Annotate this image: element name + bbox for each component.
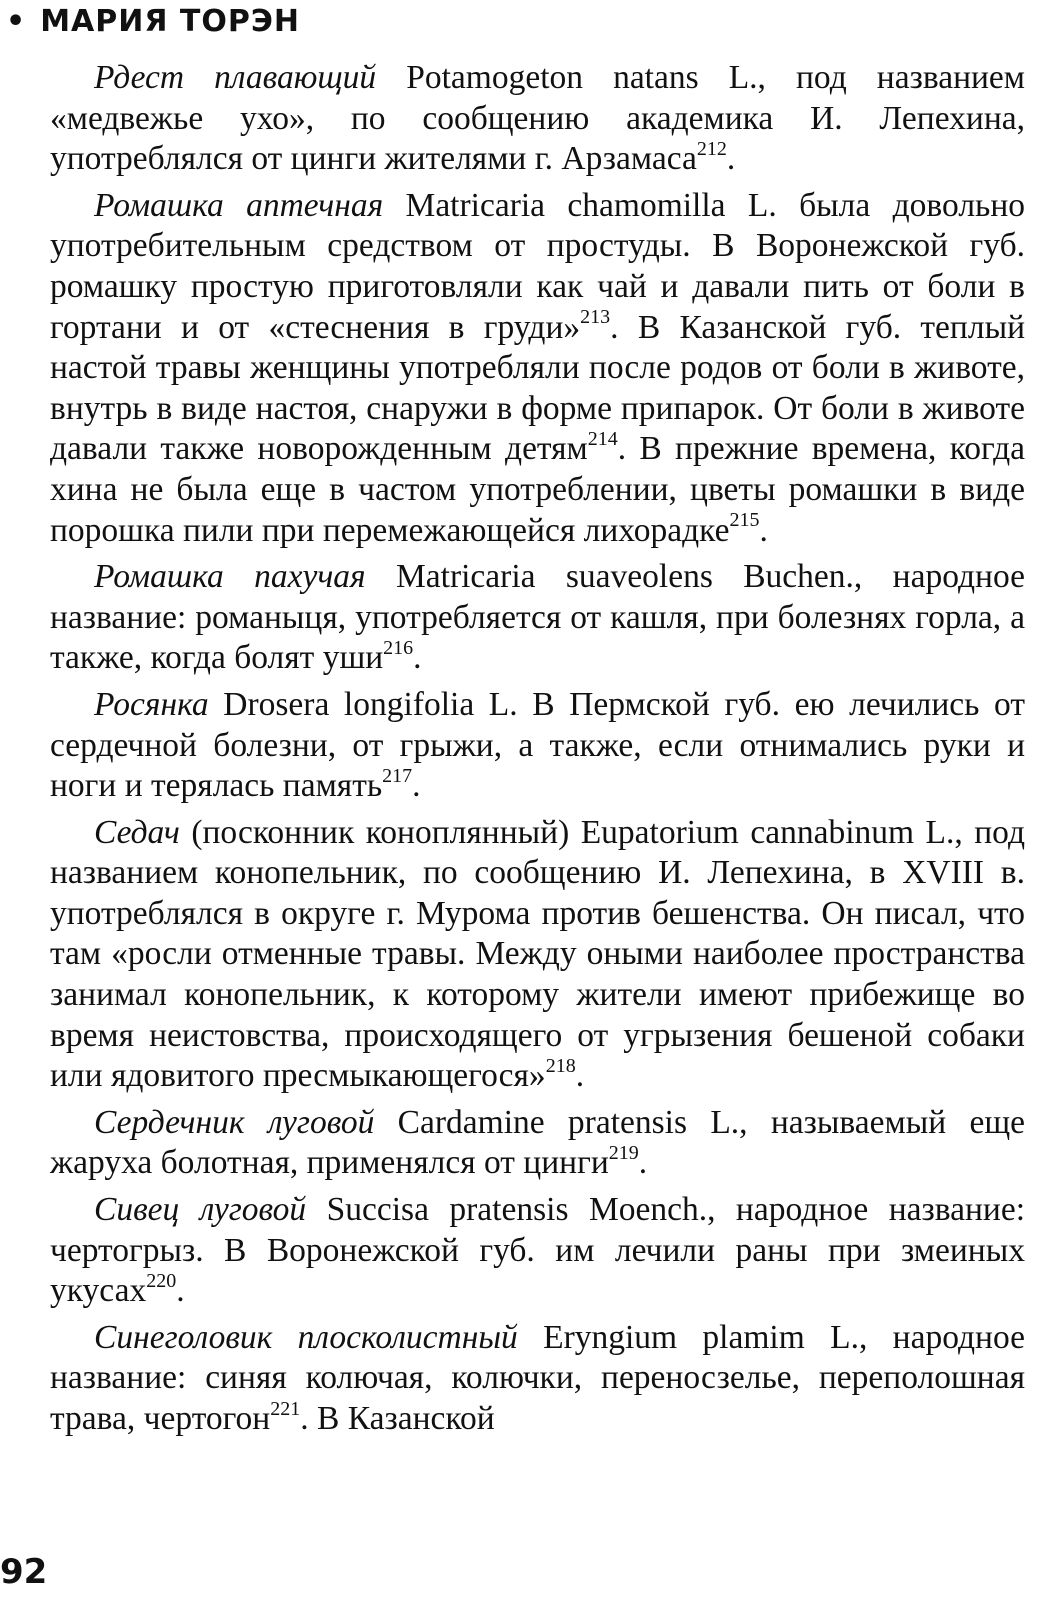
- plant-term: Рдест плавающий: [94, 59, 377, 96]
- footnote-ref: 216: [383, 637, 414, 660]
- paragraph-tail: .: [575, 1057, 585, 1095]
- footnote-ref: 221: [270, 1397, 301, 1420]
- footnote-ref: 217: [382, 764, 413, 787]
- plant-term: Седач: [94, 813, 180, 851]
- paragraph-text: Cardamine pratensis L., называемый еще жаруха болотная, применялся от цинги: [50, 1103, 1025, 1182]
- plant-term: Ромашка аптечная: [94, 186, 384, 224]
- paragraph-tail: .: [176, 1272, 185, 1310]
- footnote-ref: 215: [729, 509, 760, 532]
- paragraph-sinegolovik: [50, 1318, 1025, 1440]
- paragraph-romashka-aptechnaya: [50, 186, 1025, 551]
- footnote-ref: 214: [587, 428, 618, 451]
- paragraph-tail: .: [759, 511, 768, 549]
- paragraph-text: Matricaria suaveolens Buchen., народное название: романыця, употребляется от кашля, при болезнях горла, а также, когда болят уши: [50, 558, 1025, 677]
- paragraph-tail: .: [413, 639, 422, 677]
- paragraph-sedach: [50, 813, 1025, 1097]
- paragraph-romashka-pakhuchaya: [50, 557, 1025, 679]
- footnote-ref: 220: [146, 1270, 177, 1293]
- paragraph-text: (посконник коноплянный) Eupatorium cannabinum L., под названием конопельник, по сообщению И. Лепехина, в XVIII в. употреблялся в округе г. Мурома против бешенства. Он писал, что там «росли отменные травы. Между оными наиболее пространства занимал конопельник, к которому жители имеют прибежище во время неистовства, происходящего от угрызения бешеной собаки или ядовитого пресмыкающегося»: [50, 813, 1025, 1095]
- paragraph-text: Succisa pratensis Moench., народное название: чертогрыз. В Воронежской губ. им лечили раны при змеиных укусах: [50, 1191, 1026, 1310]
- header-bullet: •: [6, 4, 27, 39]
- paragraph-tail: .: [412, 767, 421, 805]
- paragraph-tail: .: [726, 140, 736, 178]
- paragraph-text: Potamogeton natans L., под названием «медвежье ухо», по сообщению академика И. Лепехина, употреблялся от цинги жителями г. Арзамаса: [50, 59, 1025, 178]
- paragraph-sivets: [50, 1190, 1025, 1312]
- paragraph-text: . В Казанской губ. теплый настой травы женщины употребляли после родов от боли в животе, внутрь в виде настоя, снаружи в форме припарок. От боли в животе давали также новорожденным детям: [50, 308, 1026, 468]
- page-number: 92: [0, 1552, 48, 1592]
- footnote-ref: 212: [696, 138, 727, 161]
- footnote-ref: 218: [545, 1055, 576, 1078]
- paragraph-text: Matricaria chamomilla L. была довольно употребительным средством от простуды. В Воронежской губ. ромашку простую приготовляли как чай и давали пить от боли в гортани и от «стеснения в груди»: [50, 186, 1025, 346]
- paragraph-text: Drosera longifolia L. В Пермской губ. ею лечились от сердечной болезни, от грыжи, а также, если отнимались руки и ноги и терялась память: [50, 685, 1025, 805]
- running-head: [6, 4, 300, 39]
- paragraph-serdechnik: [50, 1103, 1025, 1184]
- paragraph-tail: . В Казанской: [300, 1400, 495, 1437]
- paragraph-text: . В прежние времена, когда хина не была еще в частом употреблении, цветы ромашки в виде порошка пили при перемежающейся лихорадке: [50, 430, 1026, 549]
- paragraph-rdest: [50, 58, 1025, 180]
- body-text: [50, 58, 1025, 1446]
- footnote-ref: 219: [608, 1142, 639, 1165]
- plant-term: Росянка: [94, 685, 209, 723]
- plant-term: Сердечник луговой: [94, 1103, 375, 1141]
- paragraph-rosyanka: [50, 685, 1025, 807]
- plant-term: Ромашка пахучая: [94, 558, 366, 596]
- paragraph-tail: .: [638, 1144, 648, 1182]
- footnote-ref: 213: [580, 306, 611, 329]
- author-name: МАРИЯ ТОРЭН: [40, 4, 300, 39]
- paragraph-text: Eryngium plamim L., народное название: синяя колючая, колючки, переносзелье, переполошная трава, чертогон: [50, 1318, 1025, 1437]
- plant-term: Синеголовик плосколистный: [94, 1318, 518, 1356]
- plant-term: Сивец луговой: [94, 1191, 307, 1229]
